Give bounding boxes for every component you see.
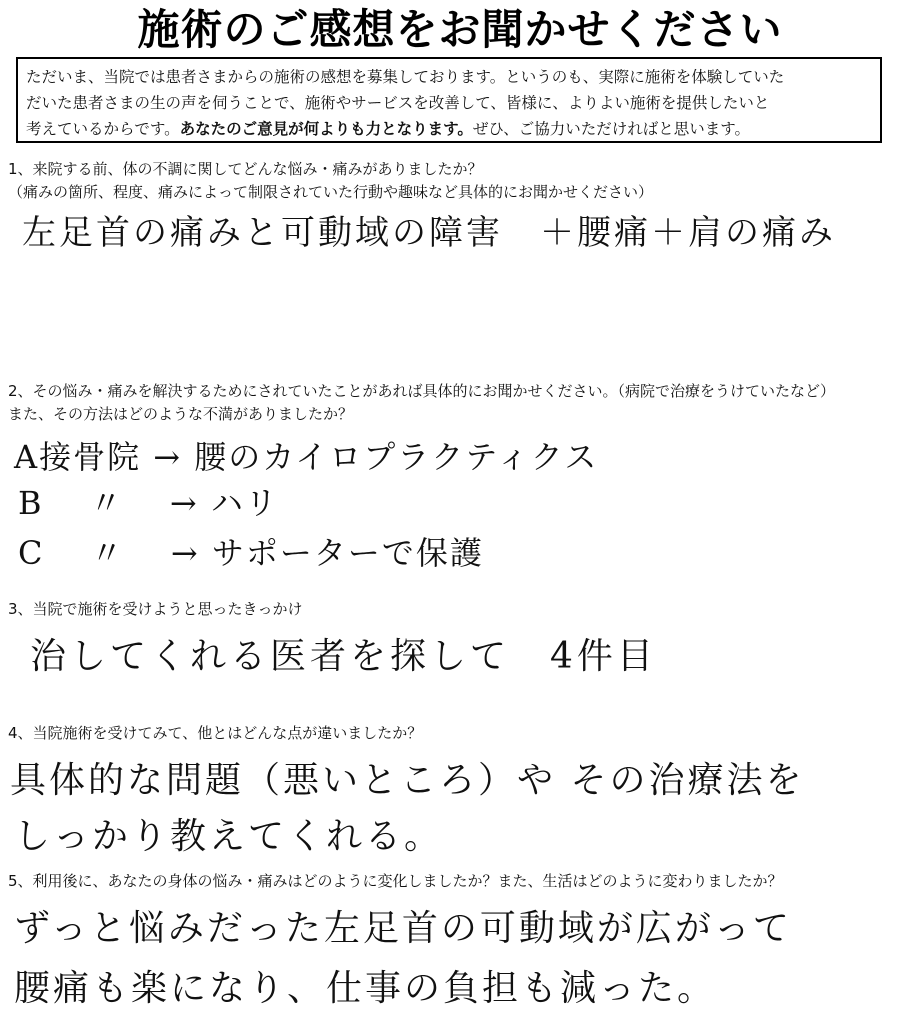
answer-4-line-1: 具体的な問題（悪いところ）や その治療法を xyxy=(10,760,805,801)
answer-3-line-1: 治してくれる医者を探して 4件目 xyxy=(30,636,657,677)
answer-1-line-1: 左足首の痛みと可動域の障害 ＋腰痛＋肩の痛み xyxy=(22,213,836,253)
question-2-subtext: また、その方法はどのような不満がありましたか？ xyxy=(8,405,354,423)
question-5-text: 5、利用後に、あなたの身体の悩み・痛みはどのように変化しましたか？また、生活はどのように変わりましたか？ xyxy=(8,872,783,890)
answer-2-line-1: A接骨院 → 腰のカイロプラクティクス xyxy=(14,438,599,476)
page-title: 施術のご感想をお聞かせください xyxy=(137,5,783,54)
question-4-text: 4、当院施術を受けてみて、他とはどんな点が違いましたか？ xyxy=(8,724,423,742)
answer-2-line-2: B 〃 → ハリ xyxy=(18,484,279,522)
answer-4-line-2: しっかり教えてくれる。 xyxy=(14,816,444,857)
intro-text: 考えているからです。 xyxy=(26,120,180,138)
intro-text: ぜひ、ご協力いただければと思います。 xyxy=(472,120,751,138)
answer-5-line-1: ずっと悩みだった左足首の可動域が広がって xyxy=(14,908,792,949)
answer-2-line-3: C 〃 → サポーターで保護 xyxy=(18,534,484,572)
intro-line: だいた患者さまの生の声を伺うことで、施術やサービスを改善して、皆様に、よりよい施術を提供したいと xyxy=(26,94,770,112)
intro-box xyxy=(16,57,882,143)
answer-5-line-2: 腰痛も楽になり、仕事の負担も減った。 xyxy=(14,968,717,1009)
question-2-text: 2、その悩み・痛みを解決するためにされていたことがあれば具体的にお聞かせください。（病院で治療をうけていたなど） xyxy=(8,382,836,400)
question-3-text: 3、当院で施術を受けようと思ったきっかけ xyxy=(8,600,303,618)
intro-emphasis: あなたのご意見が何よりも力となります。 xyxy=(179,120,473,138)
question-1-subtext: （痛みの箇所、程度、痛みによって制限されていた行動や趣味など具体的にお聞かせください） xyxy=(8,183,654,201)
intro-line: ただいま、当院では患者さまからの施術の感想を募集しております。というのも、実際に施術を体験していた xyxy=(26,68,785,86)
question-1-text: 1、来院する前、体の不調に関してどんな悩み・痛みがありましたか？ xyxy=(8,160,483,178)
intro-line xyxy=(26,116,872,142)
